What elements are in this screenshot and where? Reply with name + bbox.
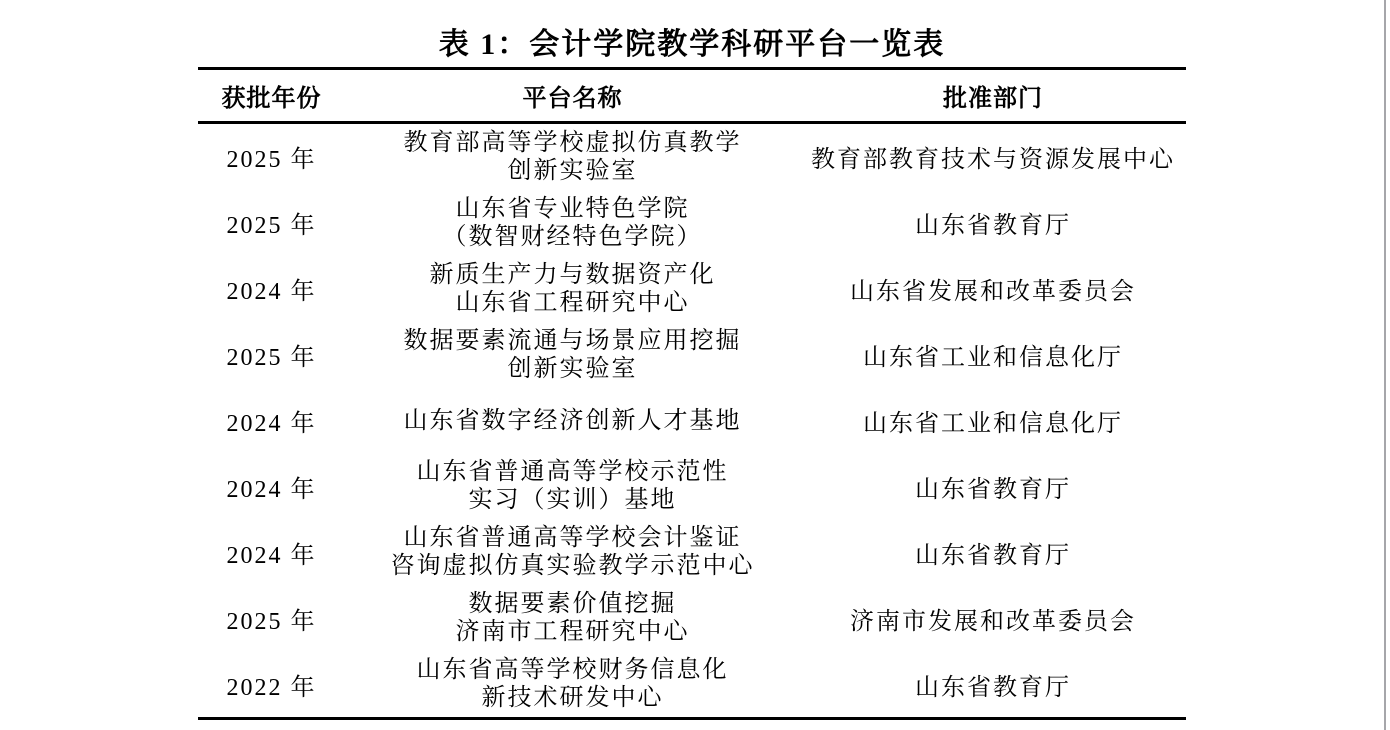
column-header-platform-name: 平台名称 (522, 84, 623, 112)
platform-name-cell (345, 656, 800, 712)
platform-name-line: 咨询虚拟仿真实验教学示范中心 (390, 553, 755, 580)
platform-name-line: （数智财经特色学院） (442, 223, 703, 250)
approving-department-cell: 济南市发展和改革委员会 (850, 608, 1136, 635)
platform-name-line: 山东省高等学校财务信息化 (416, 657, 729, 684)
table-row (198, 585, 1186, 651)
table-row (198, 256, 1186, 322)
platform-name-cell (345, 524, 800, 580)
platform-name-line: 教育部高等学校虚拟仿真教学 (403, 129, 742, 156)
approval-year-cell: 2025 年 (226, 147, 317, 174)
approval-year-cell: 2024 年 (226, 279, 317, 306)
platform-name-line: 新技术研发中心 (481, 685, 664, 712)
platform-name-line: 新质生产力与数据资产化 (429, 261, 716, 288)
platform-name-line: 济南市工程研究中心 (455, 619, 690, 646)
platform-name-cell (345, 407, 800, 435)
approving-department-cell: 山东省教育厅 (915, 674, 1071, 701)
platform-name-line: 山东省专业特色学院 (455, 195, 690, 222)
platform-name-cell (345, 327, 800, 383)
table-row (198, 190, 1186, 256)
platform-name-line: 实习（实训）基地 (468, 487, 677, 514)
page-edge-line (1384, 0, 1386, 730)
platform-name-line: 山东省工程研究中心 (455, 289, 690, 316)
approving-department-cell: 山东省教育厅 (915, 542, 1071, 569)
approval-year-cell: 2025 年 (226, 608, 317, 635)
approval-year-cell: 2022 年 (226, 674, 317, 701)
table-body (198, 124, 1186, 717)
platform-name-cell (345, 129, 800, 185)
approval-year-cell: 2024 年 (226, 542, 317, 569)
approval-year-cell: 2024 年 (226, 411, 317, 437)
platform-name-cell (345, 590, 800, 646)
table-title: 表 1：会计学院教学科研平台一览表 (438, 28, 946, 61)
column-header-approving-department: 批准部门 (943, 84, 1043, 112)
table-row (198, 388, 1186, 454)
table-row (198, 651, 1186, 717)
approval-year-cell: 2025 年 (226, 213, 317, 240)
platform-name-line: 山东省普通高等学校示范性 (416, 459, 729, 486)
table-header-row (198, 70, 1186, 121)
table-bottom-rule (198, 717, 1186, 720)
table-row (198, 453, 1186, 519)
approving-department-cell: 山东省教育厅 (915, 476, 1071, 503)
table-row (198, 519, 1186, 585)
approval-year-cell: 2024 年 (226, 476, 317, 503)
column-header-approval-year: 获批年份 (221, 84, 322, 112)
platform-name-line: 数据要素价值挖掘 (468, 591, 677, 618)
platform-name-line: 数据要素流通与场景应用挖掘 (403, 327, 742, 354)
platform-name-cell (345, 261, 800, 317)
approving-department-cell: 山东省教育厅 (915, 213, 1071, 240)
platform-name-line: 山东省普通高等学校会计鉴证 (403, 525, 742, 552)
approval-year-cell: 2025 年 (226, 345, 317, 372)
platform-name-cell (345, 195, 800, 251)
approving-department-cell: 山东省发展和改革委员会 (850, 279, 1136, 306)
platform-name-line: 创新实验室 (507, 157, 638, 184)
table-row (198, 322, 1186, 388)
approving-department-cell: 教育部教育技术与资源发展中心 (811, 147, 1175, 174)
approving-department-cell: 山东省工业和信息化厅 (863, 345, 1123, 372)
table-row (198, 124, 1186, 190)
platform-name-line: 山东省数字经济创新人才基地 (403, 407, 742, 434)
platform-name-cell (345, 458, 800, 514)
platform-table (198, 0, 1186, 720)
platform-name-line: 创新实验室 (507, 355, 638, 382)
approving-department-cell: 山东省工业和信息化厅 (863, 411, 1123, 437)
